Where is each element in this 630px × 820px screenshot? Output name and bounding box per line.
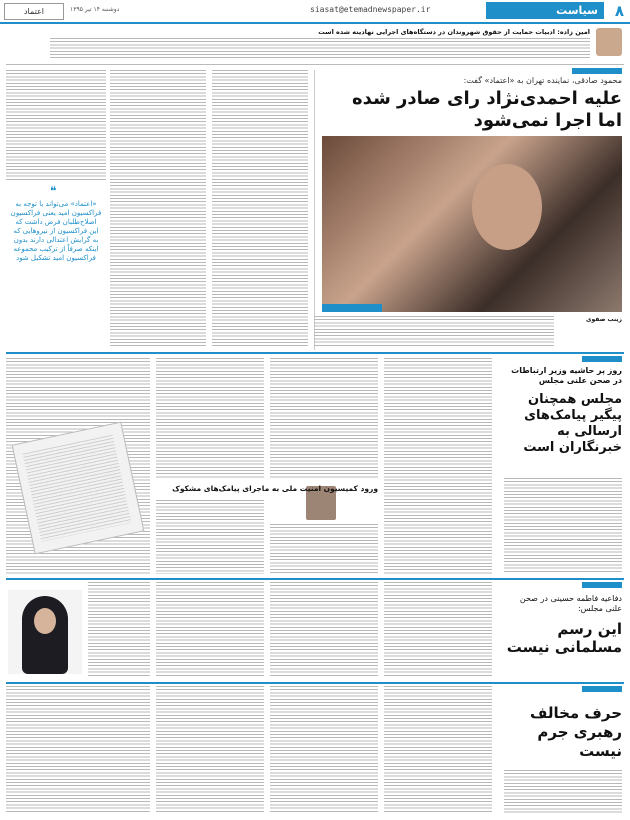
top-note-title: امین زاده: ادبیات حمایت از حقوق شهروندان در دستگاه‌های اجرایی نهادینه شده است	[318, 28, 590, 36]
pull-quote-box	[6, 70, 106, 346]
photo-credit	[322, 304, 382, 312]
story4-lead	[504, 770, 622, 814]
top-note-body	[50, 38, 590, 60]
story3-kicker: دفاعیه فاطمه حسینی در صحن علنی مجلس:	[519, 594, 622, 613]
story2-col2	[270, 358, 378, 478]
section-label: سیاست	[486, 2, 604, 19]
column-rule	[314, 70, 315, 350]
story2-kicker: روز پر حاشیه وزیر ارتباطات در صحن علنی مجلس	[511, 366, 622, 385]
portrait-small	[596, 28, 622, 56]
main-photo	[322, 136, 622, 312]
story2-sub-col1	[156, 500, 264, 574]
newspaper-logo: اعتماد	[4, 3, 64, 20]
document-image	[12, 422, 145, 555]
story3-col4	[88, 582, 150, 678]
portrait-woman-face	[34, 608, 56, 634]
story2-headline: مجلس همچنان پیگیر پیامک‌های ارسالی به خبرنگاران است	[523, 392, 622, 455]
story2-tag	[582, 356, 622, 362]
main-body-col1	[212, 70, 308, 346]
document-lines	[23, 435, 132, 542]
story4-tag	[582, 686, 622, 692]
site-email[interactable]: siasat@etemadnewspaper.ir	[310, 5, 431, 14]
story4-col4	[6, 686, 150, 814]
story2-lead	[504, 478, 622, 574]
section-rule-2	[6, 578, 624, 580]
story3-tag	[582, 582, 622, 588]
story4-col1	[384, 686, 492, 814]
main-body-col2	[110, 70, 206, 346]
story3-col1	[384, 582, 492, 678]
story3-headline: این رسم مسلمانی نیست	[506, 620, 622, 656]
main-kicker: محمود صادقی، نماینده تهران به «اعتماد» گفت:	[463, 76, 622, 85]
story-tag	[572, 68, 622, 74]
story4-col2	[270, 686, 378, 814]
story2-subhead: ورود کمیسیون امنیت ملی به ماجرای پیامک‌های مشکوک	[172, 484, 378, 493]
section-rule-3	[6, 682, 624, 684]
page-number: ۸	[614, 2, 624, 20]
pull-quote-text: «اعتماد» می‌تواند با توجه به فراکسیون امید یعنی فراکسیون اصلاح‌طلبان فرض داشت که این فراکسیون از نیروهایی که به گرایش اعتدالی دارند بدون اینکه صرفاً از ترکیب مجموعه فراکسیون امید تشکیل شود	[10, 200, 102, 262]
story3-col3	[156, 582, 264, 678]
story2-col1	[384, 358, 492, 574]
main-body-col3	[314, 316, 554, 346]
story2-col3	[156, 358, 264, 478]
portrait-woman	[8, 590, 82, 674]
main-headline: علیه احمدی‌نژاد رای صادر شده اما اجرا نمی‌شود	[352, 88, 622, 131]
divider	[6, 64, 624, 65]
page-header	[0, 0, 630, 24]
story4-col3	[156, 686, 264, 814]
story3-col2	[270, 582, 378, 678]
story2-sub-col2	[270, 524, 378, 574]
main-byline: زینب صفوی	[586, 316, 622, 323]
story4-headline: حرف مخالف رهبری جرم نیست	[529, 704, 622, 760]
issue-date: دوشنبه ۱۴ تیر ۱۳۹۵	[70, 6, 120, 13]
quote-icon: ❝	[50, 184, 57, 198]
photo-face	[472, 164, 542, 250]
pull-quote-upper	[6, 70, 106, 180]
section-rule	[6, 352, 624, 354]
